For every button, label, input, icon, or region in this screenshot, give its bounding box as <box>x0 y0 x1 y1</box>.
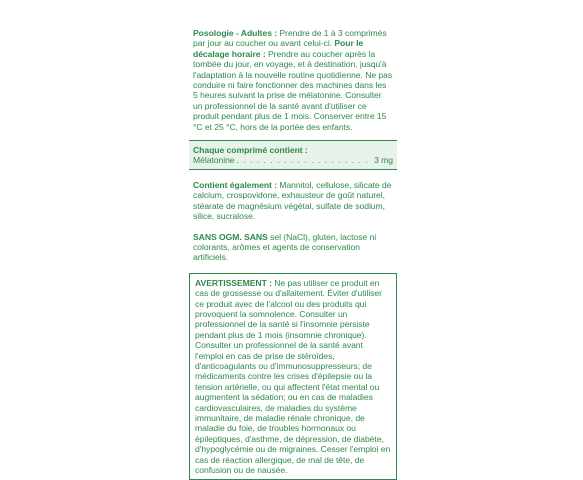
ingredient-name: Mélatonine <box>193 155 235 166</box>
dosage-heading: Posologie - Adultes : <box>193 28 278 38</box>
free-from-text: sel (NaCl), gluten, lactose ni colorants, arômes et agents de conservation artificiels. <box>193 231 377 263</box>
other-ingredients-section <box>189 180 397 222</box>
ingredient-dose: 3 mg <box>374 155 393 166</box>
contains-section <box>189 140 397 170</box>
contains-heading: Chaque comprimé contient : <box>193 145 308 156</box>
warning-box <box>189 273 397 480</box>
product-label <box>189 28 397 480</box>
dosage-section <box>189 28 397 132</box>
leader-dots <box>237 155 373 165</box>
warning-text: Ne pas utiliser ce produit en cas de grossesse ou d'allaitement. Éviter d'utiliser ce produit avec de l'alcool ou des produits qui provoquent la somnolence. Consulter un professionnel de la santé si l'insomnie persiste pendant plus de 1 mois (insomnie chronique). Consulter un professionnel de la santé avant l'emploi en cas de prise de stéroïdes, d'anticoagulants ou d'immunosuppresseurs; de médicaments contre les crises d'épilepsie ou la tension artérielle, ou qui affectent l'état mental ou augmentent la sédation; ou en cas de maladies cardiovasculaires, de maladies du système immunitaire, de maladie rénale chronique, de maladie du foie, de troubles hormonaux ou épileptiques, d'asthme, de dépression, de diabète, d'hypoglycémie ou de migraines. Cesser l'emploi en cas de réaction allergique, de mal de tête, de confusion ou de nausée. <box>195 277 391 476</box>
free-from-heading: SANS OGM. SANS <box>193 231 268 242</box>
ingredient-row <box>193 155 393 165</box>
jetlag-heading: Pour le décalage horaire : <box>193 38 364 59</box>
dosage-text: Prendre de 1 à 3 comprimés par jour au coucher ou avant celui-ci. <box>193 28 387 49</box>
warning-heading: AVERTISSEMENT : <box>195 277 272 288</box>
other-ingredients-text: Mannitol, cellulose, silicate de calcium, crospovidone, exhausteur de goût naturel, stéarate de magnésium végétal, sulfate de sodium, silice, sucralose. <box>193 179 392 222</box>
jetlag-text: Prendre au coucher après la tombée du jour, en voyage, et à destination, jusqu'à l'adaptation à la nouvelle routine quotidienne. Ne pas conduire ni faire fonctionner des machines dans les 5 heures suivant la prise de mélatonine. Consulter un professionnel de la santé avant d'utiliser ce produit pendant plus de 1 mois. Conserver entre 15 °C et 25 °C, hors de la portée des enfants. <box>193 48 393 132</box>
other-ingredients-heading: Contient également : <box>193 179 277 190</box>
free-from-section <box>189 232 397 263</box>
